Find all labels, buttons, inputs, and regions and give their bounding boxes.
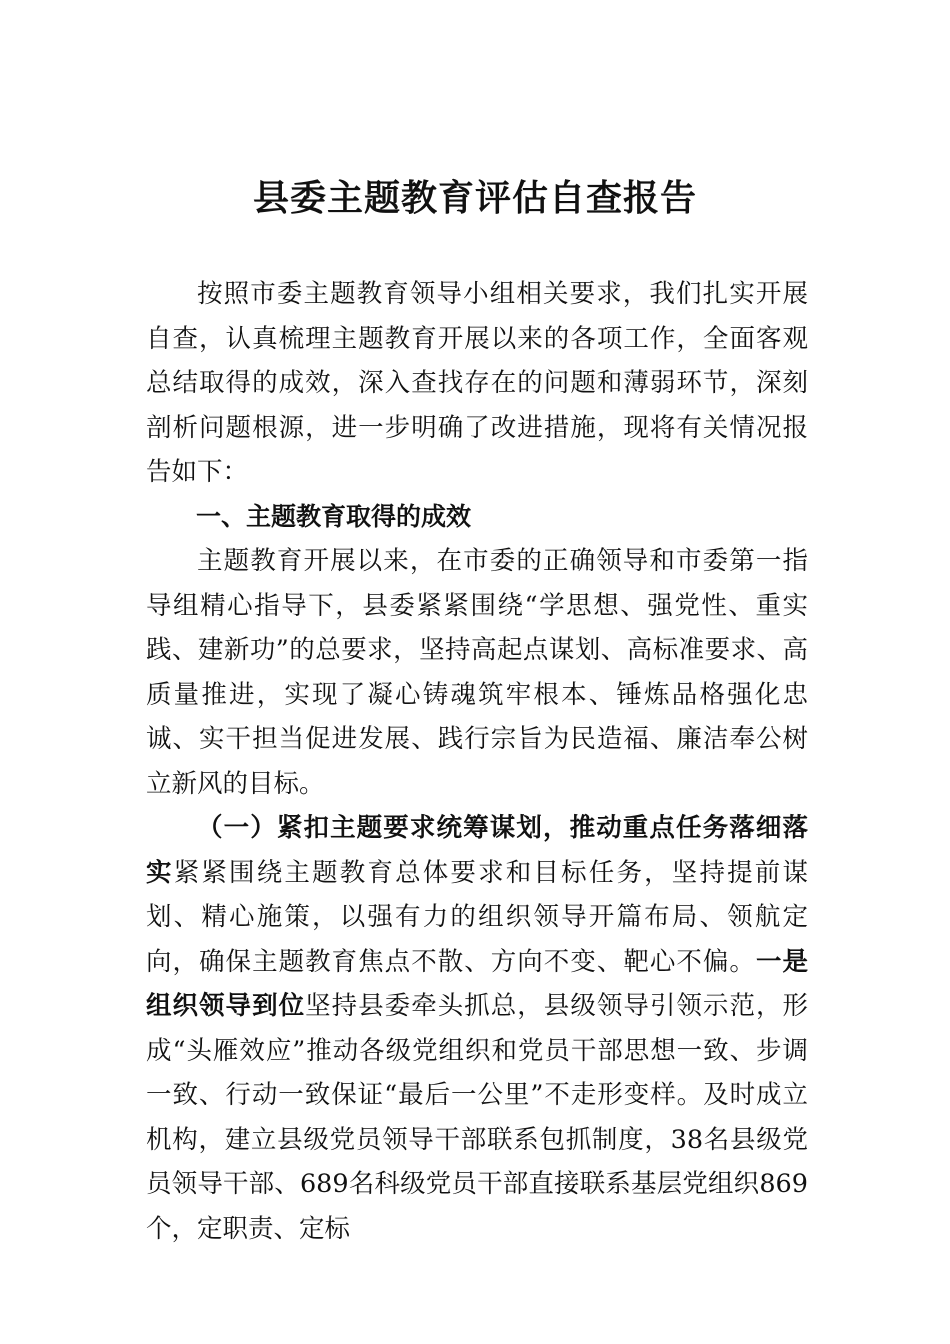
subsection-paragraph — [146, 806, 808, 1251]
bold-lead-text: 一是组织领导到位 — [146, 946, 808, 1021]
document-body — [146, 272, 808, 1251]
section-paragraph: 主题教育开展以来，在市委的正确领导和市委第一指导组精心指导下，县委紧紧围绕“学思想、强党性、重实践、建新功”的总要求，坚持高起点谋划、高标准要求、高质量推进，实现了凝心铸魂筑牢根本、锤炼品格强化忠诚、实干担当促进发展、践行宗旨为民造福、廉洁奉公树立新风的目标。 — [146, 546, 808, 799]
document-title: 县委主题教育评估自查报告 — [252, 177, 697, 219]
section-heading: 一、主题教育取得的成效 — [196, 501, 472, 531]
intro-paragraph: 按照市委主题教育领导小组相关要求，我们扎实开展自查，认真梳理主题教育开展以来的各项工作，全面客观总结取得的成效，深入查找存在的问题和薄弱环节，深刻剖析问题根源，进一步明确了改进措施，现将有关情况报告如下： — [146, 279, 808, 487]
subsection-text-a: 紧紧围绕主题教育总体要求和目标任务，坚持提前谋划、精心施策，以强有力的组织领导开篇布局、领航定向，确保主题教育焦点不散、方向不变、靶心不偏。 — [146, 857, 808, 977]
subsection-text-b: 坚持县委牵头抓总，县级领导引领示范，形成“头雁效应”推动各级党组织和党员干部思想一致、步调一致、行动一致保证“最后一公里”不走形变样。及时成立机构，建立县级党员领导干部联系包抓制度，38名县级党员领导干部、689名科级党员干部直接联系基层党组织869个，定职责、定标 — [146, 991, 808, 1244]
subsection-heading: （一）紧扣主题要求统筹谋划，推动重点任务落细落实 — [146, 813, 808, 888]
